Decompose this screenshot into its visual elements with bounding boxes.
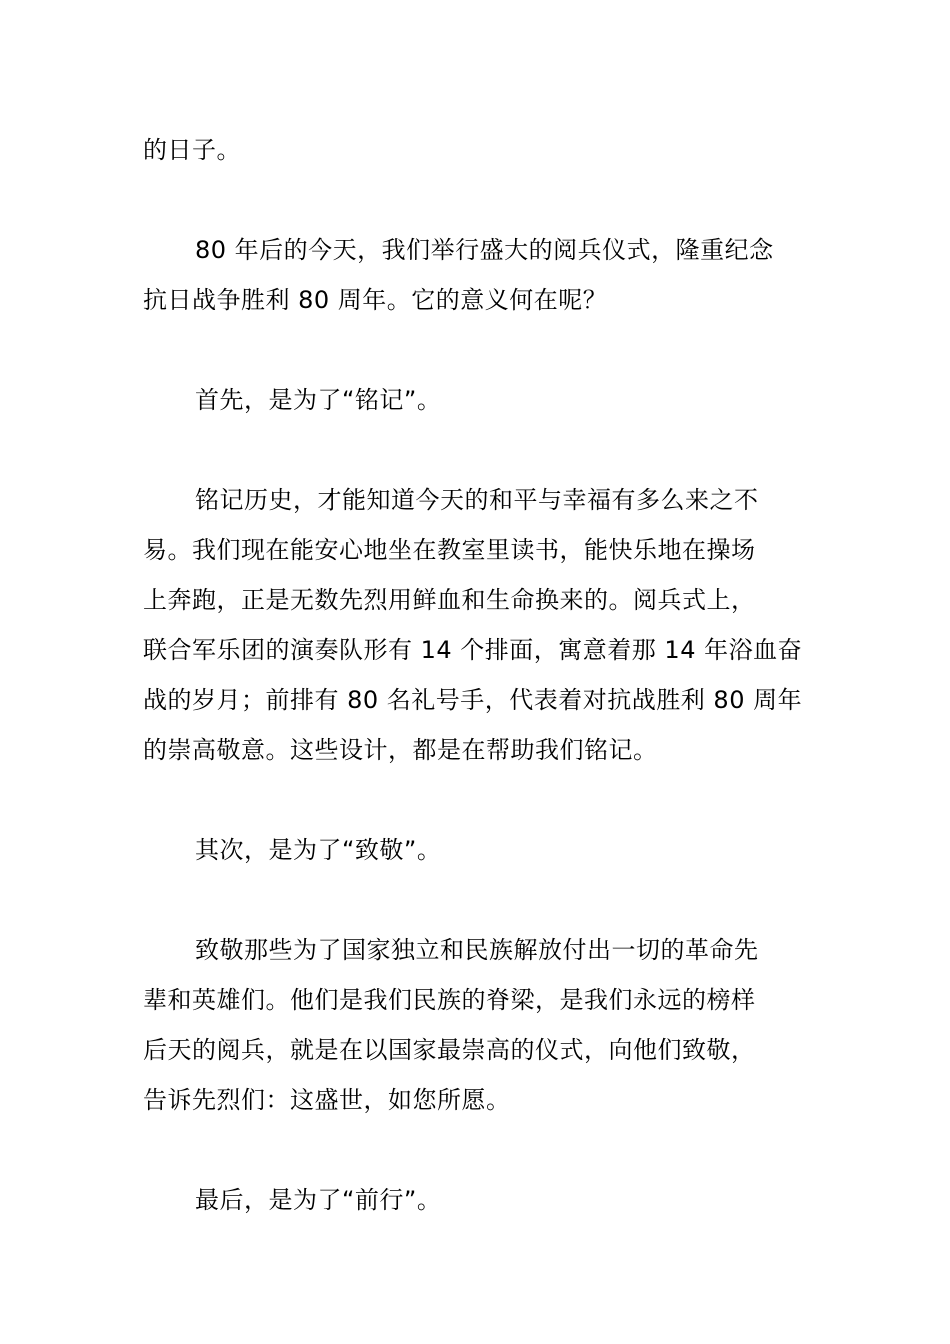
paragraph-line: 致敬那些为了国家独立和民族解放付出一切的革命先 (195, 936, 759, 964)
paragraph-line: 铭记历史，才能知道今天的和平与幸福有多么来之不 (195, 486, 759, 514)
paragraph-line: 的崇高敬意。这些设计，都是在帮助我们铭记。 (143, 736, 658, 764)
paragraph-line: 告诉先烈们：这盛世，如您所愿。 (143, 1086, 511, 1114)
paragraph-line: 联合军乐团的演奏队形有 14 个排面，寓意着那 14 年浴血奋 (143, 636, 803, 664)
section-heading: 最后，是为了“前行”。 (195, 1186, 442, 1214)
paragraph-line: 的日子。 (143, 136, 241, 164)
paragraph-line: 80 年后的今天，我们举行盛大的阅兵仪式，隆重纪念 (195, 236, 774, 264)
paragraph-line: 易。我们现在能安心地坐在教室里读书，能快乐地在操场 (143, 536, 756, 564)
paragraph-line: 抗日战争胜利 80 周年。它的意义何在呢？ (143, 286, 608, 314)
paragraph-line: 后天的阅兵，就是在以国家最崇高的仪式，向他们致敬， (143, 1036, 756, 1064)
paragraph-line: 战的岁月；前排有 80 名礼号手，代表着对抗战胜利 80 周年 (143, 686, 803, 714)
section-heading: 其次，是为了“致敬”。 (195, 836, 442, 864)
paragraph-line: 上奔跑，正是无数先烈用鲜血和生命换来的。阅兵式上， (143, 586, 756, 614)
section-heading: 首先，是为了“铭记”。 (195, 386, 442, 414)
paragraph-line: 辈和英雄们。他们是我们民族的脊梁，是我们永远的榜样 (143, 986, 756, 1014)
